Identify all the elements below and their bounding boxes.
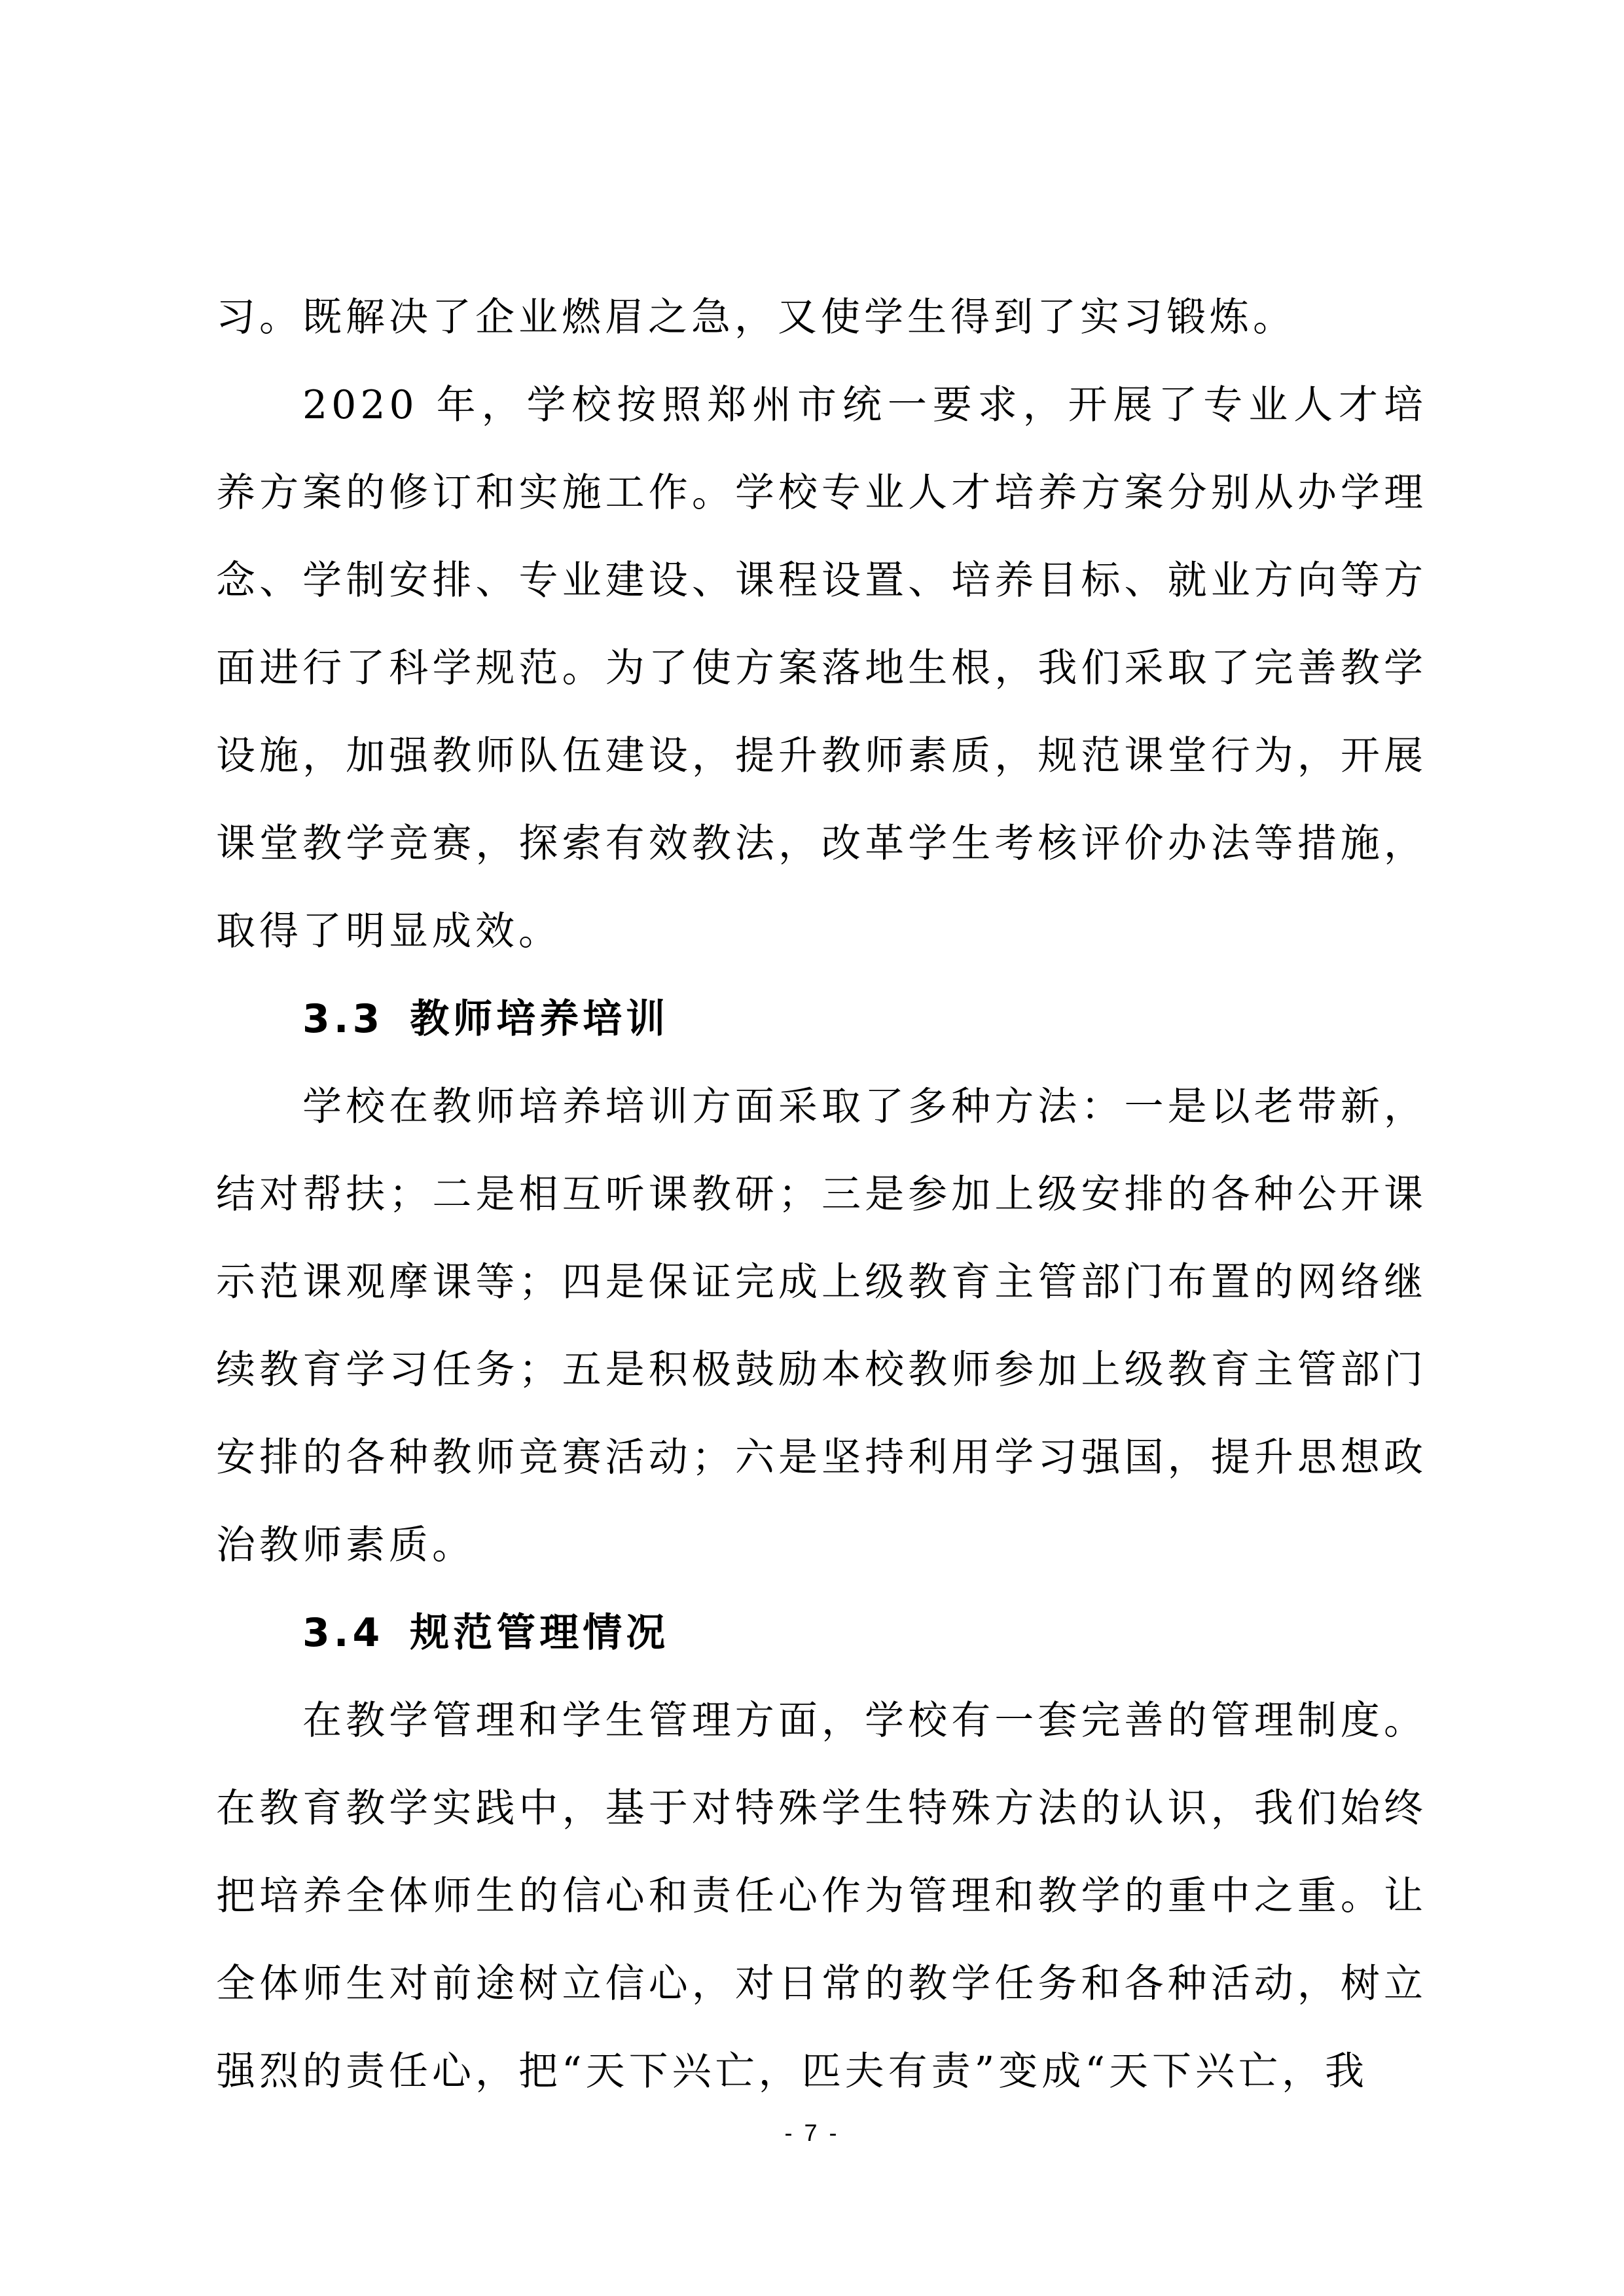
paragraph-training-plan: 2020 年，学校按照郑州市统一要求，开展了专业人才培养方案的修订和实施工作。学校专业人才培养方案分别从办学理念、学制安排、专业建设、课程设置、培养目标、就业方向等方面进行了科学规范。为了使方案落地生根，我们采取了完善教学设施，加强教师队伍建设，提升教师素质，规范课堂行为，开展课堂教学竞赛，探索有效教法，改革学生考核评价办法等措施，取得了明显成效。 bbox=[216, 382, 1427, 954]
section-number: 3.3 bbox=[302, 996, 384, 1042]
page-body bbox=[216, 274, 1427, 2115]
section-heading-3-4 bbox=[216, 1589, 1427, 1677]
paragraph-management: 在教学管理和学生管理方面，学校有一套完善的管理制度。在教育教学实践中，基于对特殊学生特殊方法的认识，我们始终把培养全体师生的信心和责任心作为管理和教学的重中之重。让全体师生对前途树立信心，对日常的教学任务和各种活动，树立强烈的责任心，把“天下兴亡，匹夫有责”变成“天下兴亡，我 bbox=[216, 1698, 1427, 2094]
page-number: - 7 - bbox=[784, 2119, 840, 2146]
section-title: 教师培养培训 bbox=[410, 996, 670, 1042]
section-heading-3-3 bbox=[216, 975, 1427, 1063]
paragraph-teacher-training: 学校在教师培养培训方面采取了多种方法：一是以老带新，结对帮扶；二是相互听课教研；三是参加上级安排的各种公开课示范课观摩课等；四是保证完成上级教育主管部门布置的网络继续教育学习任务；五是积极鼓励本校教师参加上级教育主管部门安排的各种教师竞赛活动；六是坚持利用学习强国，提升思想政治教师素质。 bbox=[216, 1084, 1427, 1568]
section-number: 3.4 bbox=[302, 1610, 384, 1656]
section-title: 规范管理情况 bbox=[410, 1610, 670, 1656]
paragraph-continuation: 习。既解决了企业燃眉之急，又使学生得到了实习锻炼。 bbox=[216, 295, 1296, 340]
